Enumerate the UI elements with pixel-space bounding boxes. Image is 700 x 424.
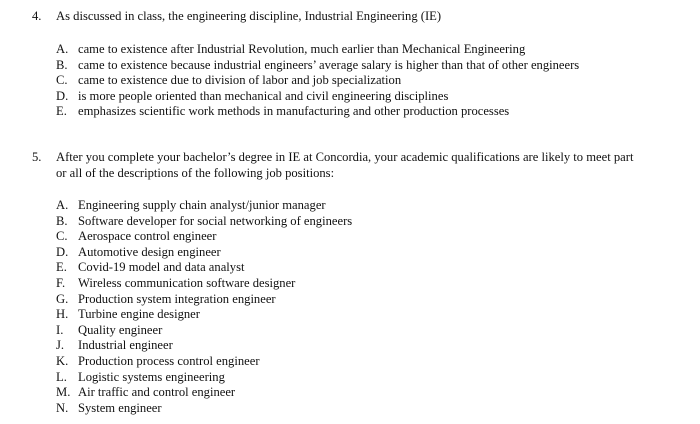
question-stem	[56, 150, 696, 181]
option-text: Production process control engineer	[78, 353, 260, 368]
option-text: Software developer for social networking of engineers	[78, 213, 353, 228]
option-text: Air traffic and control engineer	[78, 385, 236, 400]
option-text: came to existence due to division of labor and job specialization	[78, 73, 402, 88]
option-letter: N.	[56, 400, 69, 415]
option-text: Logistic systems engineering	[78, 369, 225, 384]
option-letter: B.	[56, 57, 68, 72]
option-letter: A.	[56, 198, 69, 212]
option-text: Covid-19 model and data analyst	[78, 260, 245, 275]
option-text: Production system integration engineer	[78, 291, 276, 306]
option-text: Engineering supply chain analyst/junior manager	[78, 198, 326, 212]
option-text: Quality engineer	[78, 322, 163, 337]
option-letter: J.	[56, 338, 65, 353]
question-number: 5.	[32, 150, 42, 164]
option-text: Turbine engine designer	[78, 307, 200, 322]
option-text: Industrial engineer	[78, 338, 173, 353]
option-text: emphasizes scientific work methods in manufacturing and other production processes	[78, 104, 510, 119]
option-letter: E.	[56, 260, 67, 275]
option-text: Automotive design engineer	[78, 244, 221, 259]
option-text: is more people oriented than mechanical and civil engineering disciplines	[78, 88, 449, 103]
option-text: came to existence after Industrial Revolution, much earlier than Mechanical Engineering	[78, 42, 526, 56]
option-letter: H.	[56, 307, 69, 322]
option-letter: D.	[56, 88, 69, 103]
question-stem	[56, 9, 696, 25]
question-stem-line: After you complete your bachelor’s degree in IE at Concordia, your academic qualifications are likely to meet part	[56, 150, 634, 164]
option-text: System engineer	[78, 400, 162, 415]
option-text: Wireless communication software designer	[78, 275, 296, 290]
question-stem-line: or all of the descriptions of the following job positions:	[56, 165, 335, 180]
question-number: 4.	[32, 9, 42, 23]
question-stem-line: As discussed in class, the engineering discipline, Industrial Engineering (IE)	[56, 9, 442, 23]
option-letter: D.	[56, 244, 69, 259]
option-letter: C.	[56, 73, 68, 88]
option-letter: M.	[56, 385, 71, 400]
option-letter: L.	[56, 369, 67, 384]
option-text: Aerospace control engineer	[78, 229, 217, 244]
option-letter: G.	[56, 291, 69, 306]
option-letter: F.	[56, 275, 66, 290]
option-letter: A.	[56, 42, 69, 56]
option-letter: C.	[56, 229, 68, 244]
option-letter: K.	[56, 353, 69, 368]
option-letter: B.	[56, 213, 68, 228]
option-letter: E.	[56, 104, 67, 119]
option-text: came to existence because industrial engineers’ average salary is higher than that of other engineers	[78, 57, 580, 72]
option-letter: I.	[56, 322, 64, 337]
